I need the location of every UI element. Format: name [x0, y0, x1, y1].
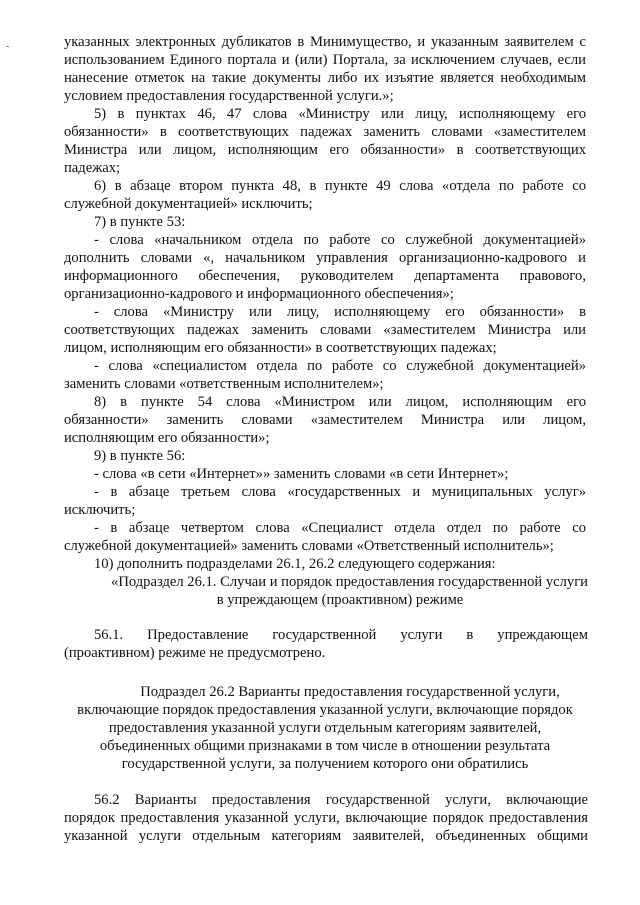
text-line: - в абзаце четвертом слова «Специалист отдела отдел по работе со [94, 520, 586, 536]
text-line: лицом, исполняющим его обязанности» в соответствующих падежах; [64, 340, 497, 356]
text-line: соответствующих падежах заменить словами «заместителем Министра или [64, 322, 586, 338]
text-line: организационно-кадрового и информационного обеспечения»; [64, 286, 454, 302]
text-line: обязанности» в соответствующих падежах заменить словами «заместителем [64, 124, 586, 140]
text-line: 56.2 Варианты предоставления государственной услуги, включающие [94, 792, 588, 808]
subsection-heading: предоставления указанной услуги отдельным категориям заявителей, [108, 720, 542, 736]
subsection-heading: «Подраздел 26.1. Случаи и порядок предоставления государственной услуги [111, 574, 588, 590]
text-line: нанесение отметок на такие документы либо их изъятие является необходимым [64, 70, 586, 86]
text-line: Министра или лицом, исполняющим его обязанности» в соответствующих [64, 142, 586, 158]
subsection-heading: включающие порядок предоставления указанной услуги, включающие порядок [77, 702, 573, 718]
subsection-heading: Подраздел 26.2 Варианты предоставления государственной услуги, [140, 684, 560, 700]
text-line: указанных электронных дубликатов в Минимущество, и указанным заявителем с [64, 34, 586, 50]
text-line: 56.1. Предоставление государственной услуги в упреждающем [94, 627, 588, 643]
text-line: исполняющим его обязанности»; [64, 430, 270, 446]
subsection-heading: государственной услуги, за получением которого они обратились [121, 756, 529, 772]
text-line: служебной документацией» исключить; [64, 196, 313, 212]
text-line: 5) в пунктах 46, 47 слова «Министру или лицу, исполняющему его [94, 106, 586, 122]
text-line: использованием Единого портала и (или) Портала, за исключением случаев, если [64, 52, 586, 68]
text-line: (проактивном) режиме не предусмотрено. [64, 645, 326, 661]
text-line: порядок предоставления указанной услуги, включающие порядок предоставления [64, 810, 588, 826]
text-line: 7) в пункте 53: [94, 214, 186, 230]
text-line: 8) в пункте 54 слова «Министром или лицом, исполняющим его [94, 394, 586, 410]
text-line: падежах; [64, 160, 121, 176]
text-line: - слова «Министру или лицу, исполняющему его обязанности» в [94, 304, 586, 320]
text-line: 10) дополнить подразделами 26.1, 26.2 следующего содержания: [94, 556, 496, 572]
text-line: 9) в пункте 56: [94, 448, 186, 464]
text-line: обязанности» заменить словами «заместителем Министра или лицом, [64, 412, 586, 428]
subsection-heading: объединенных общими признаками в том числе в отношении результата [99, 738, 551, 754]
text-line: заменить словами «ответственным исполнителем»; [64, 376, 384, 392]
text-line: условием предоставления государственной услуги.»; [64, 88, 394, 104]
text-line: исключить; [64, 502, 136, 518]
text-line: указанной услуги отдельным категориям заявителей, объединенных общими [64, 828, 588, 844]
text-line: - слова «начальником отдела по работе со служебной документацией» [94, 232, 586, 248]
scan-mark [6, 46, 9, 47]
text-line: служебной документацией» заменить словами «Ответственный исполнитель»; [64, 538, 554, 554]
text-line: - слова «в сети «Интернет»» заменить словами «в сети Интернет»; [94, 466, 509, 482]
subsection-heading: в упреждающем (проактивном) режиме [216, 592, 464, 608]
text-line: информационного обеспечения, руководителем департамента правового, [64, 268, 586, 284]
text-line: - слова «специалистом отдела по работе со служебной документацией» [94, 358, 586, 374]
text-line: - в абзаце третьем слова «государственных и муниципальных услуг» [94, 484, 586, 500]
text-line: дополнить словами «, начальником управления организационно-кадрового и [64, 250, 586, 266]
text-line: 6) в абзаце втором пункта 48, в пункте 49 слова «отдела по работе со [94, 178, 586, 194]
